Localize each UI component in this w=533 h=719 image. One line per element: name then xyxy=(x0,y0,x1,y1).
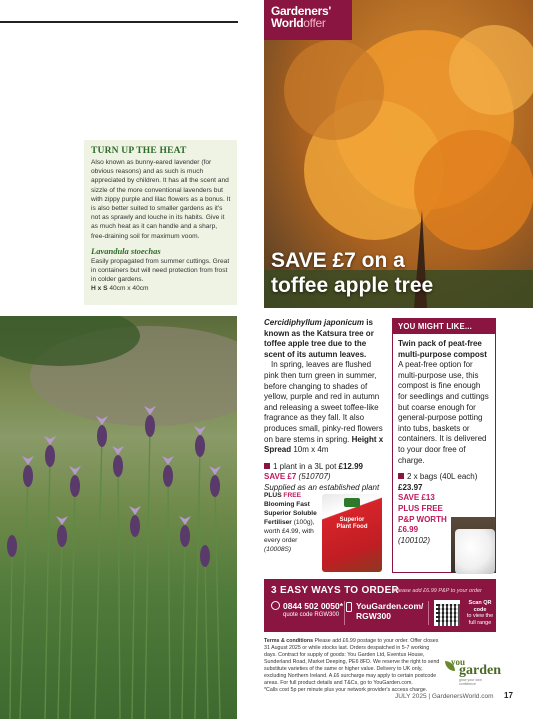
article-lede: Cercidiphyllum japonicum is known as the Katsura tree or toffee apple tree due to the scent of its autumn leaves. xyxy=(264,318,374,359)
sidebar-box xyxy=(84,140,237,305)
lavender-photo xyxy=(0,316,237,719)
terms-and-conditions: Terms & conditions Please add £6.99 postage to your order. Offer closes 31 August 2025 or while stocks last. Orders despatched in 5-7 working days. Contract for supply of goods: You Garden Ltd, Eventus House, Sunderland Road, Market Deeping, PE6 8FD. We reserve the right to send substitute varieties of the same or higher value. Delivery to UK only, excluding Northern Ireland. A £6 surcharge may apply to certain postcode areas. For full product details and T&Cs, go to YouGarden.com. *Calls cost 5p per minute plus your network provider's access charge. xyxy=(264,638,440,693)
order-note: Please add £6.99 P&P to your order xyxy=(394,588,482,594)
compost-body: A peat-free option for multi-purpose use, this compost is fine enough for seedlings and cuttings but coarse enough for general-purpose potting into tubs, baskets or containers. It is delivered to your door free of charge. xyxy=(398,360,489,465)
order-phone-code: quote code RGW300 xyxy=(283,612,340,618)
top-rule xyxy=(0,21,238,23)
gardeners-world-offer-badge xyxy=(264,0,352,40)
you-might-like-heading: YOU MIGHT LIKE... xyxy=(393,319,495,334)
badge-line2: Worldoffer xyxy=(271,16,326,30)
toffee-apple-tree-photo xyxy=(264,0,533,308)
offer-note: Supplied as an established plant xyxy=(264,482,380,492)
offer-save-line: SAVE £7 (510707) xyxy=(264,472,331,482)
sidebar-subheading: Lavandula stoechas xyxy=(91,245,161,256)
compost-price-block: 2 x bags (40L each) £23.97 SAVE £13 PLUS FREE P&P WORTH £6.99 (100102) xyxy=(398,472,478,545)
qr-instructions: Scan QR code to view the full range xyxy=(466,600,494,626)
compost-bag-image xyxy=(455,529,495,574)
sidebar-heading: TURN UP THE HEAT xyxy=(91,146,187,156)
page-number: 17 xyxy=(504,691,513,700)
order-title: 3 EASY WAYS TO ORDER xyxy=(271,585,400,596)
divider xyxy=(428,601,429,625)
yougarden-logo: you garden grow your own confidence xyxy=(445,657,497,683)
plant-food-pack-image xyxy=(322,494,382,572)
bullet-square-icon xyxy=(264,463,270,469)
free-fertiliser-promo: PLUS FREE Blooming Fast Superior Soluble Fertiliser (100g), worth £4.99, with every order (10008S) xyxy=(264,492,317,553)
divider xyxy=(344,601,345,625)
you-might-like-box xyxy=(392,318,496,573)
bullet-square-icon xyxy=(398,473,404,479)
sidebar-sub-body: Easily propagated from summer cuttings. Great in containers but will need protection from frost in colder gardens. H x S 40cm x 40cm xyxy=(91,257,230,293)
qr-code-icon[interactable] xyxy=(434,600,460,626)
article-text xyxy=(264,318,385,494)
pack-label: Superior Plant Food xyxy=(336,517,368,530)
order-website[interactable]: YouGarden.com/ RGW300 xyxy=(356,601,424,621)
page-footer: JULY 2025 | GardenersWorld.com xyxy=(395,693,494,700)
lavender-illustration xyxy=(0,316,237,719)
phone-icon xyxy=(271,601,280,610)
compost-title: Twin pack of peat-free multi-purpose compost xyxy=(398,339,487,359)
badge-line1: Gardeners' xyxy=(271,4,331,18)
article-body: In spring, leaves are flushed pink then turn green in summer, before changing to shades of yellow, purple and red in autumn and releasing a sweet toffee-like fragrance as they fall. It also produces small, pinky-red flowers on bare stems in spring. Height x Spread 10m x 4m xyxy=(264,360,384,455)
pack-top xyxy=(344,498,360,507)
offer-price-line: 1 plant in a 3L pot £12.99 xyxy=(264,462,385,473)
sidebar-body: Also known as bunny-eared lavender (for obvious reasons) and as such is much appreciated by children. It has all the scent and sizzle of the more conventional lavenders but with zippy purple and lilac flowers as a bonus. It is also better suited to smaller gardens as it's not as sprawly and louche in its habits. Give it as much heat as it can handle and a sharp, free-draining soil for maximum voom. xyxy=(91,159,231,240)
order-bar xyxy=(264,579,496,632)
offer-headline: SAVE £7 on a toffee apple tree xyxy=(271,249,434,297)
sidebar-size: H x S 40cm x 40cm xyxy=(91,285,149,293)
order-phone[interactable]: 0844 502 0050* xyxy=(271,601,343,611)
mobile-web-icon xyxy=(346,602,352,612)
